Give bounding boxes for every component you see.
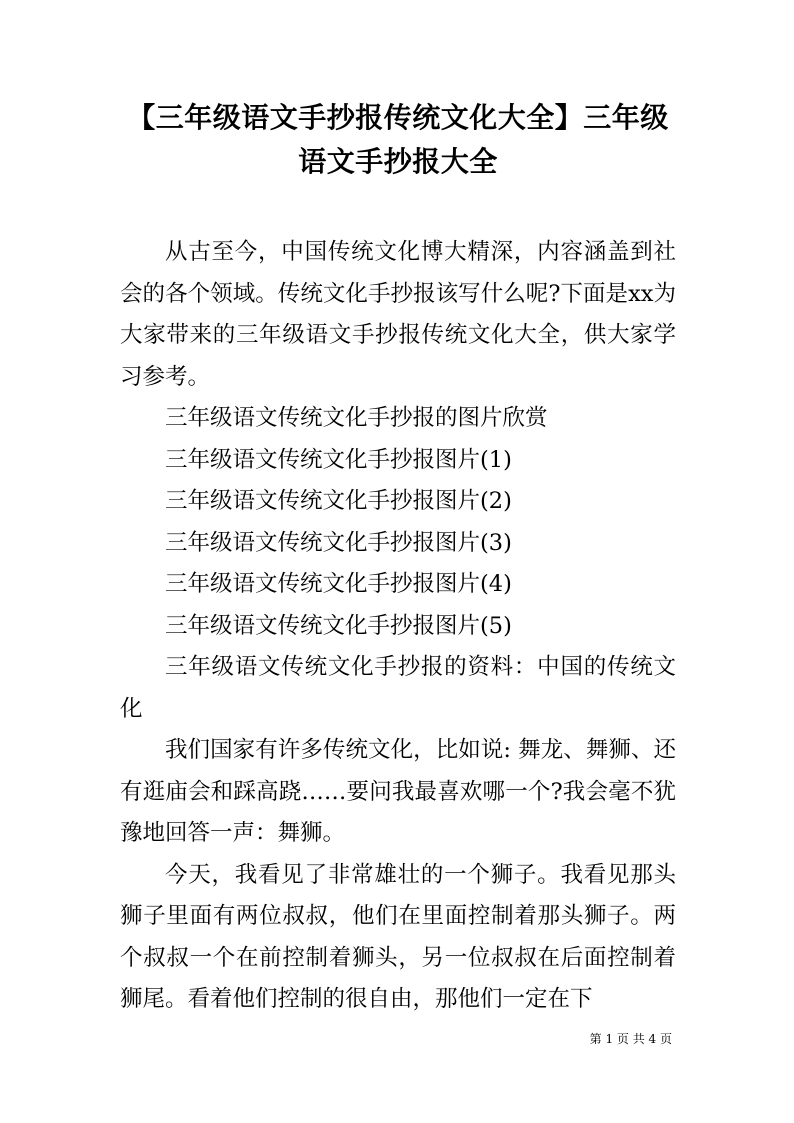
title-line-2: 语文手抄报大全 [298,145,498,178]
document-title [118,96,678,184]
paragraph-gallery-heading: 三年级语文传统文化手抄报的图片欣赏 [165,405,548,431]
paragraph-lion-dance: 今天，我看见了非常雄壮的一个狮子。我看见那头狮子里面有两位叔叔，他们在里面控制着那头狮子。两个叔叔一个在前控制着狮头，另一位叔叔在后面控制着狮尾。看着他们控制的很自由，那他们一定在下 [120,861,676,1012]
title-line-1: 【三年级语文手抄报传统文化大全】三年级 [127,101,669,134]
paragraph-intro: 从古至今，中国传统文化博大精深，内容涵盖到社会的各个领域。传统文化手抄报该写什么呢?下面是xx为大家带来的三年级语文手抄报传统文化大全，供大家学习参考。 [120,239,676,390]
paragraph-picture-4: 三年级语文传统文化手抄报图片(4) [165,571,512,597]
paragraph-material-heading: 三年级语文传统文化手抄报的资料：中国的传统文化 [120,654,676,722]
paragraph-picture-5: 三年级语文传统文化手抄报图片(5) [165,612,512,639]
paragraph-traditions: 我们国家有许多传统文化，比如说: 舞龙、舞狮、还有逛庙会和踩高跷……要问我最喜欢哪一个?我会毫不犹豫地回答一声：舞狮。 [120,737,676,846]
paragraph-picture-3: 三年级语文传统文化手抄报图片(3) [165,529,512,556]
paragraph-picture-2: 三年级语文传统文化手抄报图片(2) [165,488,512,514]
document-body [120,232,676,1021]
page-number: 第 1 页 共 4 页 [589,1032,672,1046]
paragraph-picture-1: 三年级语文传统文化手抄报图片(1) [165,446,512,473]
